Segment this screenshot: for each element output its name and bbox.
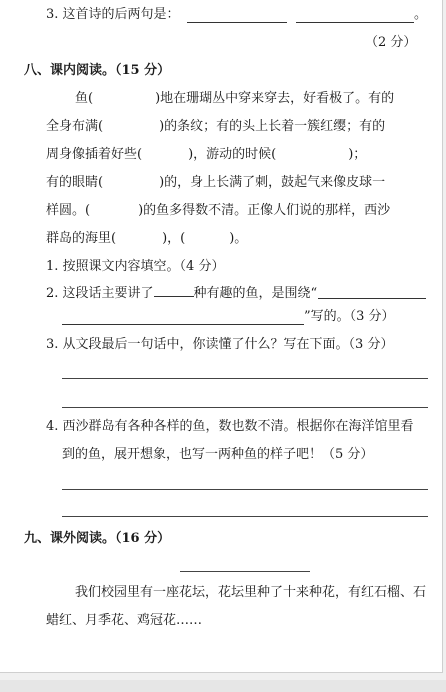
poem-question-text: 3. 这首诗的后两句是： bbox=[46, 7, 180, 22]
question-3: 3. 从文段最后一句话中，你读懂了什么？写在下面。（3 分） bbox=[46, 337, 394, 352]
passage-line-5: 样圆。( )的鱼多得数不清。正像人们说的那样，西沙 bbox=[46, 203, 391, 218]
passage-title-blank[interactable] bbox=[180, 571, 310, 572]
question-1: 1. 按照课文内容填空。（4 分） bbox=[46, 259, 225, 274]
passage-line-1: 鱼( )地在珊瑚丛中穿来穿去，好看极了。有的 bbox=[75, 91, 395, 106]
section-9-title: 九、课外阅读。（16 分） bbox=[24, 531, 171, 546]
extra-passage-line-2: 蜡红、月季花、鸡冠花…… bbox=[46, 613, 203, 628]
answer-line-q4-1[interactable] bbox=[62, 489, 428, 490]
page-bottom-margin bbox=[0, 680, 446, 692]
passage-line-2: 全身布满( )的条纹；有的头上长着一簇红缨；有的 bbox=[46, 119, 386, 134]
section-8-title: 八、课内阅读。（15 分） bbox=[24, 63, 171, 78]
poem-question bbox=[46, 6, 180, 24]
question-2-line-2: ”写的。（3 分） bbox=[304, 309, 395, 324]
poem-score: （2 分） bbox=[365, 35, 417, 50]
question-4-line-2: 到的鱼，展开想象，也写一两种鱼的样子吧！（5 分） bbox=[62, 447, 374, 462]
passage-line-4: 有的眼睛( )的，身上长满了刺，鼓起气来像皮球一 bbox=[46, 175, 386, 190]
answer-line-q3-2[interactable] bbox=[62, 407, 428, 408]
question-2-line-1: 2. 这段话主要讲了 种有趣的鱼，是围绕“ bbox=[46, 286, 318, 301]
answer-line-q4-2[interactable] bbox=[62, 516, 428, 517]
poem-period: 。 bbox=[414, 7, 428, 22]
passage-line-3: 周身像插着好些( )，游动的时候( )； bbox=[46, 147, 367, 162]
extra-passage-line-1: 我们校园里有一座花坛，花坛里种了十来种花，有红石榴、石 bbox=[75, 585, 427, 600]
topic-blank-end[interactable] bbox=[318, 298, 426, 299]
answer-line-q3-1[interactable] bbox=[62, 378, 428, 379]
poem-answer-blank-1[interactable] bbox=[187, 22, 287, 23]
topic-blank[interactable] bbox=[62, 324, 304, 325]
fish-count-blank[interactable] bbox=[154, 284, 194, 297]
passage-line-6: 群岛的海里( )，( )。 bbox=[46, 231, 248, 246]
question-4-line-1: 4. 西沙群岛有各种各样的鱼，数也数不清。根据你在海洋馆里看 bbox=[46, 419, 414, 434]
poem-answer-blank-2[interactable] bbox=[296, 22, 414, 23]
